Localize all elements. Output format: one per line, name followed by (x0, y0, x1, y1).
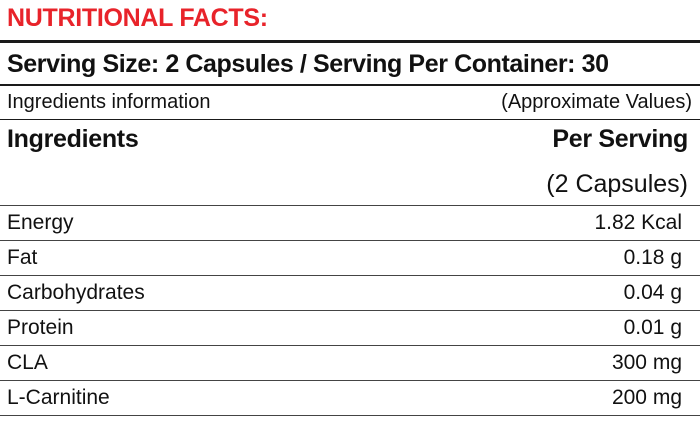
nutrient-name: Fat (7, 246, 38, 269)
heading-divider (0, 40, 700, 43)
per-serving-capsules-note: (2 Capsules) (546, 170, 688, 198)
nutrient-value: 300 mg (611, 351, 682, 374)
table-row (0, 380, 700, 415)
table-row (0, 275, 700, 310)
nutrient-value: 200 mg (611, 386, 682, 409)
nutrient-name: Carbohydrates (7, 281, 145, 304)
ingredients-column-header: Ingredients (7, 125, 139, 153)
nutrient-name: Protein (7, 316, 74, 339)
nutrient-value: 0.01 g (623, 316, 682, 339)
subheader-divider (0, 119, 700, 120)
table-bottom-border (0, 415, 700, 416)
nutrient-value: 0.18 g (623, 246, 682, 269)
nutrient-value: 1.82 Kcal (594, 211, 682, 234)
panel-heading: NUTRITIONAL FACTS: (7, 4, 268, 32)
ingredients-information-label: Ingredients information (7, 91, 211, 113)
serving-divider (0, 84, 700, 86)
approximate-values-label: (Approximate Values) (501, 91, 692, 113)
serving-size-line: Serving Size: 2 Capsules / Serving Per Container: 30 (7, 50, 609, 78)
nutrient-name: CLA (7, 351, 48, 374)
table-row (0, 310, 700, 345)
nutrient-name: Energy (7, 211, 74, 234)
nutrient-value: 0.04 g (623, 281, 682, 304)
table-row (0, 345, 700, 380)
table-row (0, 240, 700, 275)
table-row (0, 205, 700, 240)
per-serving-column-header: Per Serving (552, 125, 688, 153)
nutrient-name: L-Carnitine (7, 386, 110, 409)
